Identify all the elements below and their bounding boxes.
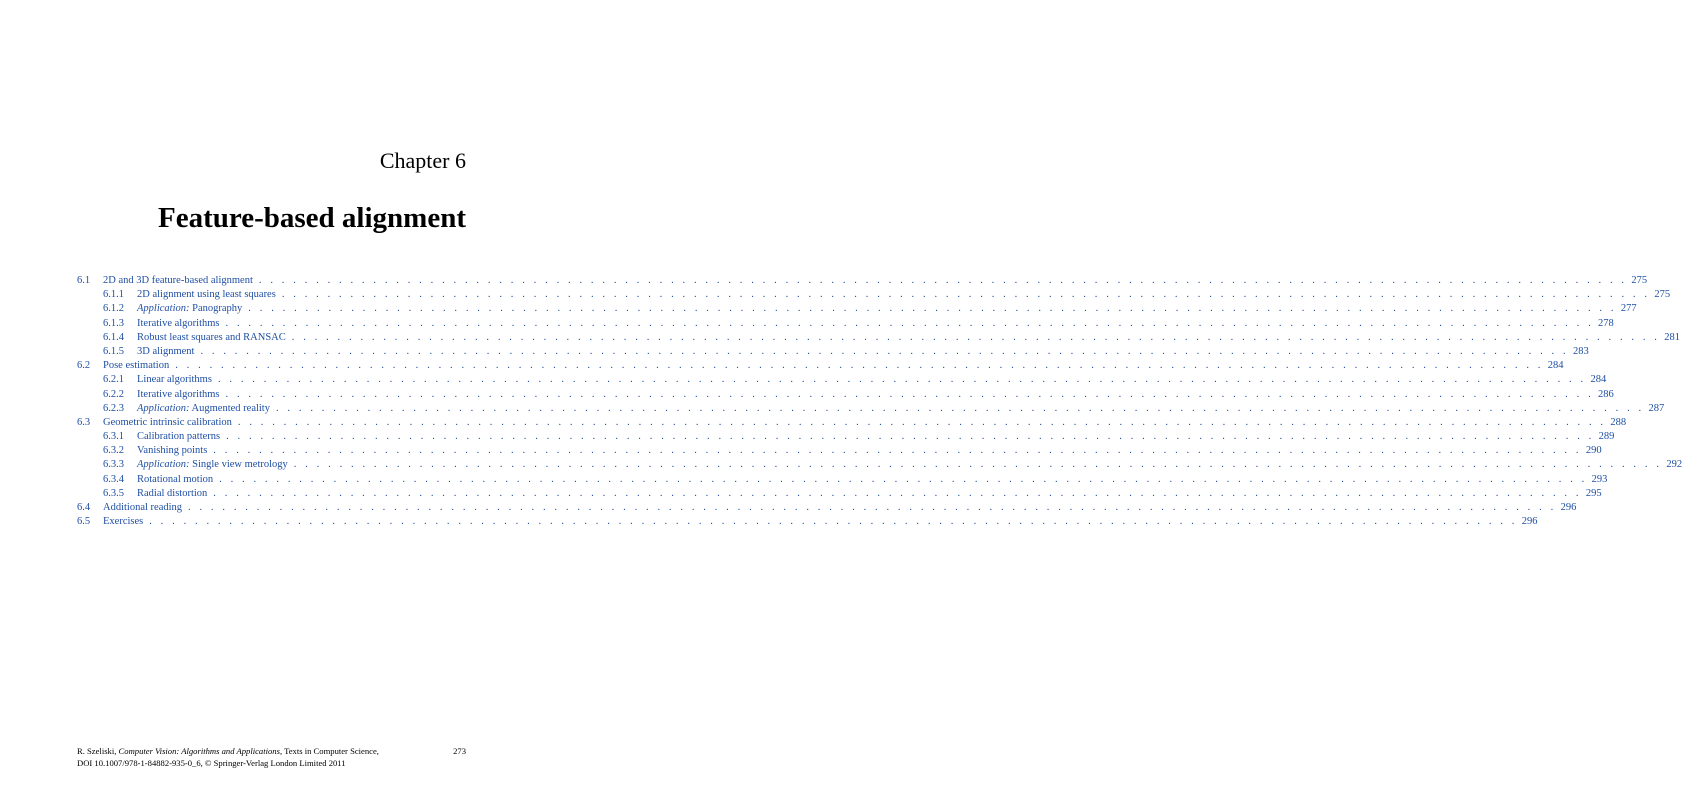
toc-entry-6-4[interactable] <box>77 501 1577 515</box>
toc-dot-leader: . . . . . . . . . . . . . . . . . . . . . . . . . . . . . . . . . . . . . . . . . . . . . . . . . . . . . . . . . . . . . . . . . . . . . . . . . . . . . . . . . . . . . . . . . . . . . . . . . . . . . . . . . . . . . . . . . . . . . . . . <box>258 275 1628 286</box>
footer-author: R. Szeliski, <box>77 746 117 756</box>
toc-entry-number: 6.1.4 <box>103 331 124 343</box>
toc-entry-6-2-2[interactable] <box>77 388 1614 402</box>
table-of-contents <box>77 274 1682 529</box>
toc-entry-6-1-2[interactable] <box>77 302 1637 316</box>
toc-entry-title-text: Iterative algorithms <box>137 317 220 329</box>
toc-dot-leader: . . . . . . . . . . . . . . . . . . . . . . . . . . . . . . . . . . . . . . . . . . . . . . . . . . . . . . . . . . . . . . . . . . . . . . . . . . . . . . . . . . . . . . . . . . . . . . . . . . . . . . . . . . . . . . . . . . . . . . . . <box>219 473 1588 485</box>
toc-entry-title <box>137 388 220 402</box>
toc-entry-page: 292 <box>1666 459 1682 471</box>
footer-citation <box>77 745 466 769</box>
toc-entry-number: 6.1.1 <box>103 289 124 301</box>
toc-entry-title <box>103 515 143 529</box>
toc-entry-page: 284 <box>1590 374 1607 386</box>
toc-entry-number: 6.3.2 <box>103 445 124 457</box>
toc-entry-6-3-4[interactable] <box>77 473 1608 487</box>
toc-entry-title-text: Calibration patterns <box>137 431 221 443</box>
toc-dot-leader: . . . . . . . . . . . . . . . . . . . . . . . . . . . . . . . . . . . . . . . . . . . . . . . . . . . . . . . . . . . . . . . . . . . . . . . . . . . . . . . . . . . . . . . . . . . . . . . . . . . . . . . . . . . . . . . . . . . . . . . . <box>200 345 1569 357</box>
toc-entry-page: 296 <box>1521 516 1538 528</box>
toc-entry-title-text: Exercises <box>103 516 144 528</box>
toc-entry-title <box>137 402 270 416</box>
toc-dot-leader: . . . . . . . . . . . . . . . . . . . . . . . . . . . . . . . . . . . . . . . . . . . . . . . . . . . . . . . . . . . . . . . . . . . . . . . . . . . . . . . . . . . . . . . . . . . . . . . . . . . . . . . . . . . . . . . . . . . . . . . . <box>226 431 1595 443</box>
toc-entry-title <box>137 302 242 316</box>
toc-entry-6-5[interactable] <box>77 515 1538 529</box>
toc-entry-6-2-1[interactable] <box>77 373 1607 387</box>
toc-entry-prefix: Application: <box>137 402 190 414</box>
toc-dot-leader: . . . . . . . . . . . . . . . . . . . . . . . . . . . . . . . . . . . . . . . . . . . . . . . . . . . . . . . . . . . . . . . . . . . . . . . . . . . . . . . . . . . . . . . . . . . . . . . . . . . . . . . . . . . . . . . . . . . . . . . . <box>225 317 1594 329</box>
toc-entry-title <box>137 288 276 302</box>
toc-entry-page: 275 <box>1631 275 1648 286</box>
toc-entry-page: 295 <box>1585 487 1602 499</box>
toc-entry-title-text: Single view metrology <box>192 459 288 471</box>
toc-dot-leader: . . . . . . . . . . . . . . . . . . . . . . . . . . . . . . . . . . . . . . . . . . . . . . . . . . . . . . . . . . . . . . . . . . . . . . . . . . . . . . . . . . . . . . . . . . . . . . . . . . . . . . . . . . . . . . . . . . . . . . . . <box>188 502 1557 513</box>
toc-entry-title-text: Panography <box>192 303 243 315</box>
toc-entry-6-3-1[interactable] <box>77 430 1615 444</box>
toc-entry-prefix: Application: <box>137 303 190 315</box>
toc-entry-page: 287 <box>1648 402 1665 414</box>
page-number: 273 <box>453 746 466 756</box>
toc-entry-number: 6.2 <box>77 360 91 372</box>
toc-entry-title <box>137 373 212 387</box>
toc-entry-number: 6.3 <box>77 416 91 428</box>
toc-entry-6-2[interactable] <box>77 359 1564 373</box>
toc-entry-title-text: Vanishing points <box>137 445 208 457</box>
toc-entry-title <box>137 430 220 444</box>
toc-entry-title <box>103 274 253 288</box>
toc-entry-title-text: Iterative algorithms <box>137 388 220 400</box>
toc-entry-number: 6.1.3 <box>103 317 124 329</box>
toc-dot-leader: . . . . . . . . . . . . . . . . . . . . . . . . . . . . . . . . . . . . . . . . . . . . . . . . . . . . . . . . . . . . . . . . . . . . . . . . . . . . . . . . . . . . . . . . . . . . . . . . . . . . . . . . . . . . . . . . . . . . . . . . <box>175 360 1544 372</box>
toc-entry-title-text: Additional reading <box>103 502 183 513</box>
toc-entry-page: 277 <box>1620 303 1637 315</box>
toc-dot-leader: . . . . . . . . . . . . . . . . . . . . . . . . . . . . . . . . . . . . . . . . . . . . . . . . . . . . . . . . . . . . . . . . . . . . . . . . . . . . . . . . . . . . . . . . . . . . . . . . . . . . . . . . . . . . . . . . . . . . . . . . <box>281 289 1651 301</box>
chapter-label: Chapter 6 <box>379 148 466 173</box>
toc-entry-title <box>137 473 213 487</box>
toc-entry-6-1-4[interactable] <box>77 331 1681 345</box>
toc-entry-title-text: Augmented reality <box>191 402 270 414</box>
toc-entry-number: 6.2.3 <box>103 402 124 414</box>
toc-entry-6-1-5[interactable] <box>77 345 1589 359</box>
toc-entry-page: 293 <box>1591 473 1608 485</box>
toc-entry-page: 284 <box>1547 360 1564 372</box>
toc-entry-number: 6.2.2 <box>103 388 124 400</box>
toc-entry-title <box>103 501 182 515</box>
toc-dot-leader: . . . . . . . . . . . . . . . . . . . . . . . . . . . . . . . . . . . . . . . . . . . . . . . . . . . . . . . . . . . . . . . . . . . . . . . . . . . . . . . . . . . . . . . . . . . . . . . . . . . . . . . . . . . . . . . . . . . . . . . . <box>237 416 1607 428</box>
toc-entry-6-1-1[interactable] <box>77 288 1671 302</box>
toc-entry-title-text: Rotational motion <box>137 473 214 485</box>
toc-entry-title <box>137 487 207 501</box>
toc-entry-number: 6.3.3 <box>103 459 124 471</box>
toc-entry-title <box>137 345 194 359</box>
toc-entry-title <box>103 359 169 373</box>
toc-entry-title-text: Robust least squares and RANSAC <box>137 331 286 343</box>
footer-book-title: Computer Vision: Algorithms and Applications <box>118 746 280 756</box>
toc-entry-page: 281 <box>1664 331 1681 343</box>
toc-dot-leader: . . . . . . . . . . . . . . . . . . . . . . . . . . . . . . . . . . . . . . . . . . . . . . . . . . . . . . . . . . . . . . . . . . . . . . . . . . . . . . . . . . . . . . . . . . . . . . . . . . . . . . . . . . . . . . . . . . . . . . . . <box>293 459 1663 471</box>
toc-entry-6-3-3[interactable] <box>77 458 1682 472</box>
toc-entry-title-text: Geometric intrinsic calibration <box>103 416 232 428</box>
toc-entry-6-2-3[interactable] <box>77 402 1665 416</box>
chapter-title: Feature-based alignment <box>158 202 466 234</box>
toc-entry-title-text: 2D and 3D feature-based alignment <box>103 275 253 286</box>
toc-entry-page: 290 <box>1585 445 1602 457</box>
footer-doi: DOI 10.1007/978-1-84882-935-0_6, © Springer-Verlag London Limited 2011 <box>77 758 346 768</box>
toc-entry-title <box>103 416 232 430</box>
toc-entry-6-1[interactable] <box>77 274 1648 288</box>
footer-series: , Texts in Computer Science, <box>279 746 379 756</box>
toc-entry-prefix: Application: <box>137 459 190 471</box>
toc-entry-title-text: Linear algorithms <box>137 374 212 386</box>
toc-entry-6-1-3[interactable] <box>77 317 1614 331</box>
toc-entry-title-text: Pose estimation <box>103 360 170 372</box>
toc-entry-title-text: Radial distortion <box>137 487 208 499</box>
toc-entry-page: 286 <box>1598 388 1614 400</box>
toc-entry-number: 6.1.2 <box>103 303 124 315</box>
toc-dot-leader: . . . . . . . . . . . . . . . . . . . . . . . . . . . . . . . . . . . . . . . . . . . . . . . . . . . . . . . . . . . . . . . . . . . . . . . . . . . . . . . . . . . . . . . . . . . . . . . . . . . . . . . . . . . . . . . . . . . . . . . . <box>291 331 1661 343</box>
toc-entry-number: 6.4 <box>77 502 91 513</box>
toc-entry-number: 6.5 <box>77 516 91 528</box>
toc-dot-leader: . . . . . . . . . . . . . . . . . . . . . . . . . . . . . . . . . . . . . . . . . . . . . . . . . . . . . . . . . . . . . . . . . . . . . . . . . . . . . . . . . . . . . . . . . . . . . . . . . . . . . . . . . . . . . . . . . . . . . . . . <box>217 374 1587 386</box>
toc-entry-page: 275 <box>1654 289 1671 301</box>
toc-entry-page: 283 <box>1572 345 1589 357</box>
toc-entry-page: 278 <box>1598 317 1614 329</box>
toc-entry-title <box>137 317 220 331</box>
toc-entry-6-3-5[interactable] <box>77 487 1602 501</box>
toc-entry-6-3-2[interactable] <box>77 444 1602 458</box>
toc-dot-leader: . . . . . . . . . . . . . . . . . . . . . . . . . . . . . . . . . . . . . . . . . . . . . . . . . . . . . . . . . . . . . . . . . . . . . . . . . . . . . . . . . . . . . . . . . . . . . . . . . . . . . . . . . . . . . . . . . . . . . . . . <box>149 516 1518 528</box>
toc-dot-leader: . . . . . . . . . . . . . . . . . . . . . . . . . . . . . . . . . . . . . . . . . . . . . . . . . . . . . . . . . . . . . . . . . . . . . . . . . . . . . . . . . . . . . . . . . . . . . . . . . . . . . . . . . . . . . . . . . . . . . . . . <box>248 303 1617 315</box>
toc-dot-leader: . . . . . . . . . . . . . . . . . . . . . . . . . . . . . . . . . . . . . . . . . . . . . . . . . . . . . . . . . . . . . . . . . . . . . . . . . . . . . . . . . . . . . . . . . . . . . . . . . . . . . . . . . . . . . . . . . . . . . . . . <box>213 487 1582 499</box>
toc-entry-page: 289 <box>1598 431 1615 443</box>
toc-entry-6-3[interactable] <box>77 416 1627 430</box>
toc-entry-page: 288 <box>1610 416 1627 428</box>
toc-entry-title-text: 3D alignment <box>137 345 195 357</box>
toc-entry-title-text: 2D alignment using least squares <box>137 289 276 301</box>
toc-entry-number: 6.3.5 <box>103 487 124 499</box>
toc-dot-leader: . . . . . . . . . . . . . . . . . . . . . . . . . . . . . . . . . . . . . . . . . . . . . . . . . . . . . . . . . . . . . . . . . . . . . . . . . . . . . . . . . . . . . . . . . . . . . . . . . . . . . . . . . . . . . . . . . . . . . . . . <box>225 388 1594 400</box>
toc-dot-leader: . . . . . . . . . . . . . . . . . . . . . . . . . . . . . . . . . . . . . . . . . . . . . . . . . . . . . . . . . . . . . . . . . . . . . . . . . . . . . . . . . . . . . . . . . . . . . . . . . . . . . . . . . . . . . . . . . . . . . . . . <box>275 402 1645 414</box>
toc-dot-leader: . . . . . . . . . . . . . . . . . . . . . . . . . . . . . . . . . . . . . . . . . . . . . . . . . . . . . . . . . . . . . . . . . . . . . . . . . . . . . . . . . . . . . . . . . . . . . . . . . . . . . . . . . . . . . . . . . . . . . . . . <box>213 445 1582 457</box>
footer-line-1 <box>77 745 466 757</box>
toc-entry-title <box>137 331 286 345</box>
toc-entry-number: 6.1 <box>77 275 91 286</box>
toc-entry-number: 6.2.1 <box>103 374 124 386</box>
toc-entry-title <box>137 444 207 458</box>
toc-entry-title <box>137 458 288 472</box>
toc-entry-number: 6.1.5 <box>103 345 124 357</box>
toc-entry-page: 296 <box>1560 502 1577 513</box>
toc-entry-number: 6.3.1 <box>103 431 124 443</box>
toc-entry-number: 6.3.4 <box>103 473 124 485</box>
